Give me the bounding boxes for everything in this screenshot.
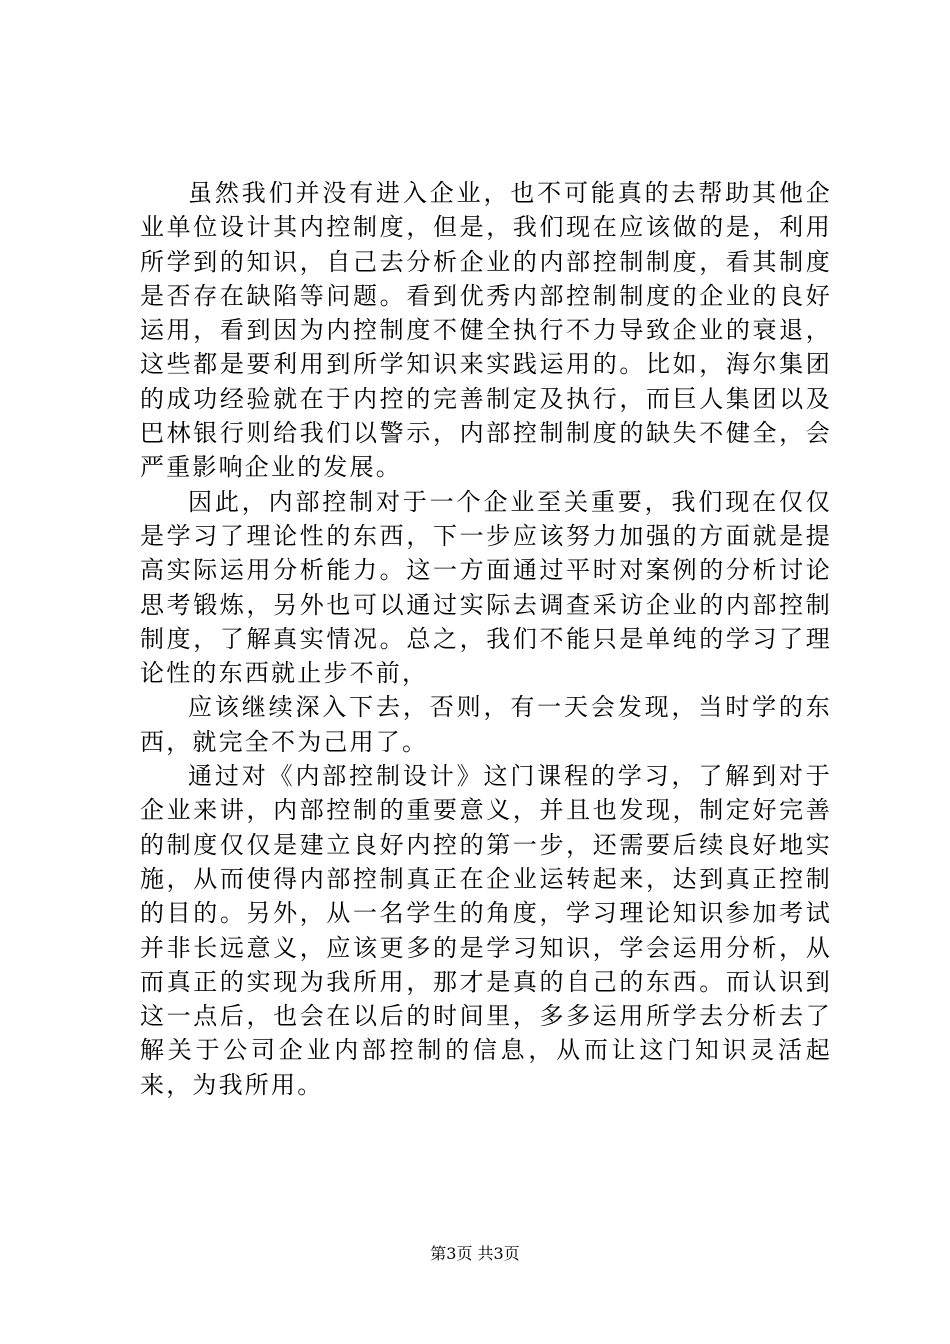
document-body	[140, 176, 832, 1102]
paragraph-2: 因此，内部控制对于一个企业至关重要，我们现在仅仅是学习了理论性的东西，下一步应该努力加强的方面就是提高实际运用分析能力。这一方面通过平时对案例的分析讨论思考锻炼，另外也可以通过实际去调查采访企业的内部控制制度，了解真实情况。总之，我们不能只是单纯的学习了理论性的东西就止步不前，	[140, 487, 832, 688]
page-footer: 第3页 共3页	[430, 1244, 520, 1263]
paragraph-1: 虽然我们并没有进入企业，也不可能真的去帮助其他企业单位设计其内控制度，但是，我们现在应该做的是，利用所学到的知识，自己去分析企业的内部控制制度，看其制度是否存在缺陷等问题。看到优秀内部控制制度的企业的良好运用，看到因为内控制度不健全执行不力导致企业的衰退，这些都是要利用到所学知识来实践运用的。比如，海尔集团的成功经验就在于内控的完善制定及执行，而巨人集团以及巴林银行则给我们以警示，内部控制制度的缺失不健全，会严重影响企业的发展。	[140, 179, 832, 482]
paragraph-3: 应该继续深入下去，否则，有一天会发现，当时学的东西，就完全不为己用了。	[140, 693, 832, 756]
paragraph-4: 通过对《内部控制设计》这门课程的学习，了解到对于企业来讲，内部控制的重要意义，并且也发现，制定好完善的制度仅仅是建立良好内控的第一步，还需要后续良好地实施，从而使得内部控制真正在企业运转起来，达到真正控制的目的。另外，从一名学生的角度，学习理论知识参加考试并非长远意义，应该更多的是学习知识，学会运用分析，从而真正的实现为我所用，那才是真的自己的东西。而认识到这一点后，也会在以后的时间里，多多运用所学去分析去了解关于公司企业内部控制的信息，从而让这门知识灵活起来，为我所用。	[140, 762, 832, 1099]
